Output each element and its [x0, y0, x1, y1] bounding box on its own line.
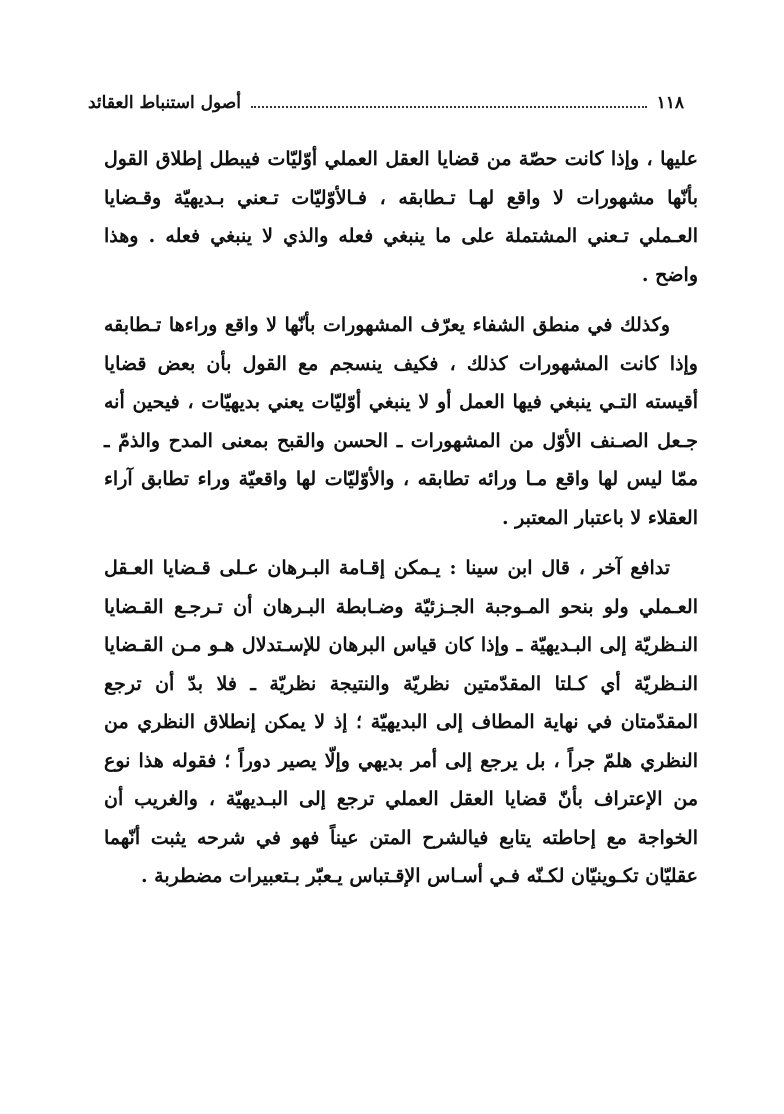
page-number: ١١٨ — [656, 93, 684, 113]
running-title: أصول استنباط العقائد — [88, 93, 241, 113]
paragraph-2: وكذلك في منطق الشفاء يعرّف المشهورات بأنّها لا واقع وراءها تـطابقه وإذا كانت المشهورات كذلك ، فكيف ينسجم مع القول بأن بعض قضايا أقيسته التـي ينبغي فيها العمل أو لا ينبغي أوّليّات يعني بديهيّات ، فيحين أنه جـعل الصـنف الأوّل من المشهورات ـ الحسن والقبح بمعنى المدح والذمّ ـ ممّا ليس لها واقع مـا ورائه تطابقه ، والأوّليّات لها واقعيّة وراء تطابق آراء العقلاء لا باعتبار المعتبر . — [104, 314, 698, 529]
page-header — [88, 86, 684, 120]
body-text — [104, 140, 698, 896]
header-dotted-leader — [251, 106, 647, 108]
paragraph-3: تدافع آخر ، قال ابن سينا : يـمكن إقـامة البـرهان عـلى قـضايا العـقل العـملي ولو بنحو المـوجبة الجـزئيّة وضـابطة البـرهان أن تـرجـع القـضايا النـظريّة إلى البـديهيّة ـ وإذا كان قياس البرهان للإسـتدلال هـو مـن القـضايا النـظريّة أي كـلتا المقدّمتين نظريّة والنتيجة نظريّة ـ فلا بدّ أن ترجع المقدّمتان في نهاية المطاف إلى البديهيّة ؛ إذ لا يمكن إنطلاق النظري من النظري هلمّ جراً ، بل يرجع إلى أمر بديهي وإلّا يصير دوراً ؛ فقوله هذا نوع من الإعتراف بأنّ قضايا العقل العملي ترجع إلى البـديهيّة ، والغريب أن الخواجة مع إحاطته يتابع فيالشرح المتن عيناً فهو في شرحه يثبت أنّهما عقليّان تكـوينيّان لكـنّه فـي أسـاس الإقـتباس يـعبّر بـتعبيرات مضطربة . — [104, 557, 698, 887]
paragraph-1: عليها ، وإذا كانت حصّة من قضايا العقل العملي أوّليّات فيبطل إطلاق القول بأنّها مشهورات لا واقع لهـا تـطابقه ، فـالأوّليّات تـعني بـديهيّة وقـضايا العـملي تـعني المشتملة على ما ينبغي فعله والذي لا ينبغي فعله . وهذا واضح . — [104, 148, 698, 286]
